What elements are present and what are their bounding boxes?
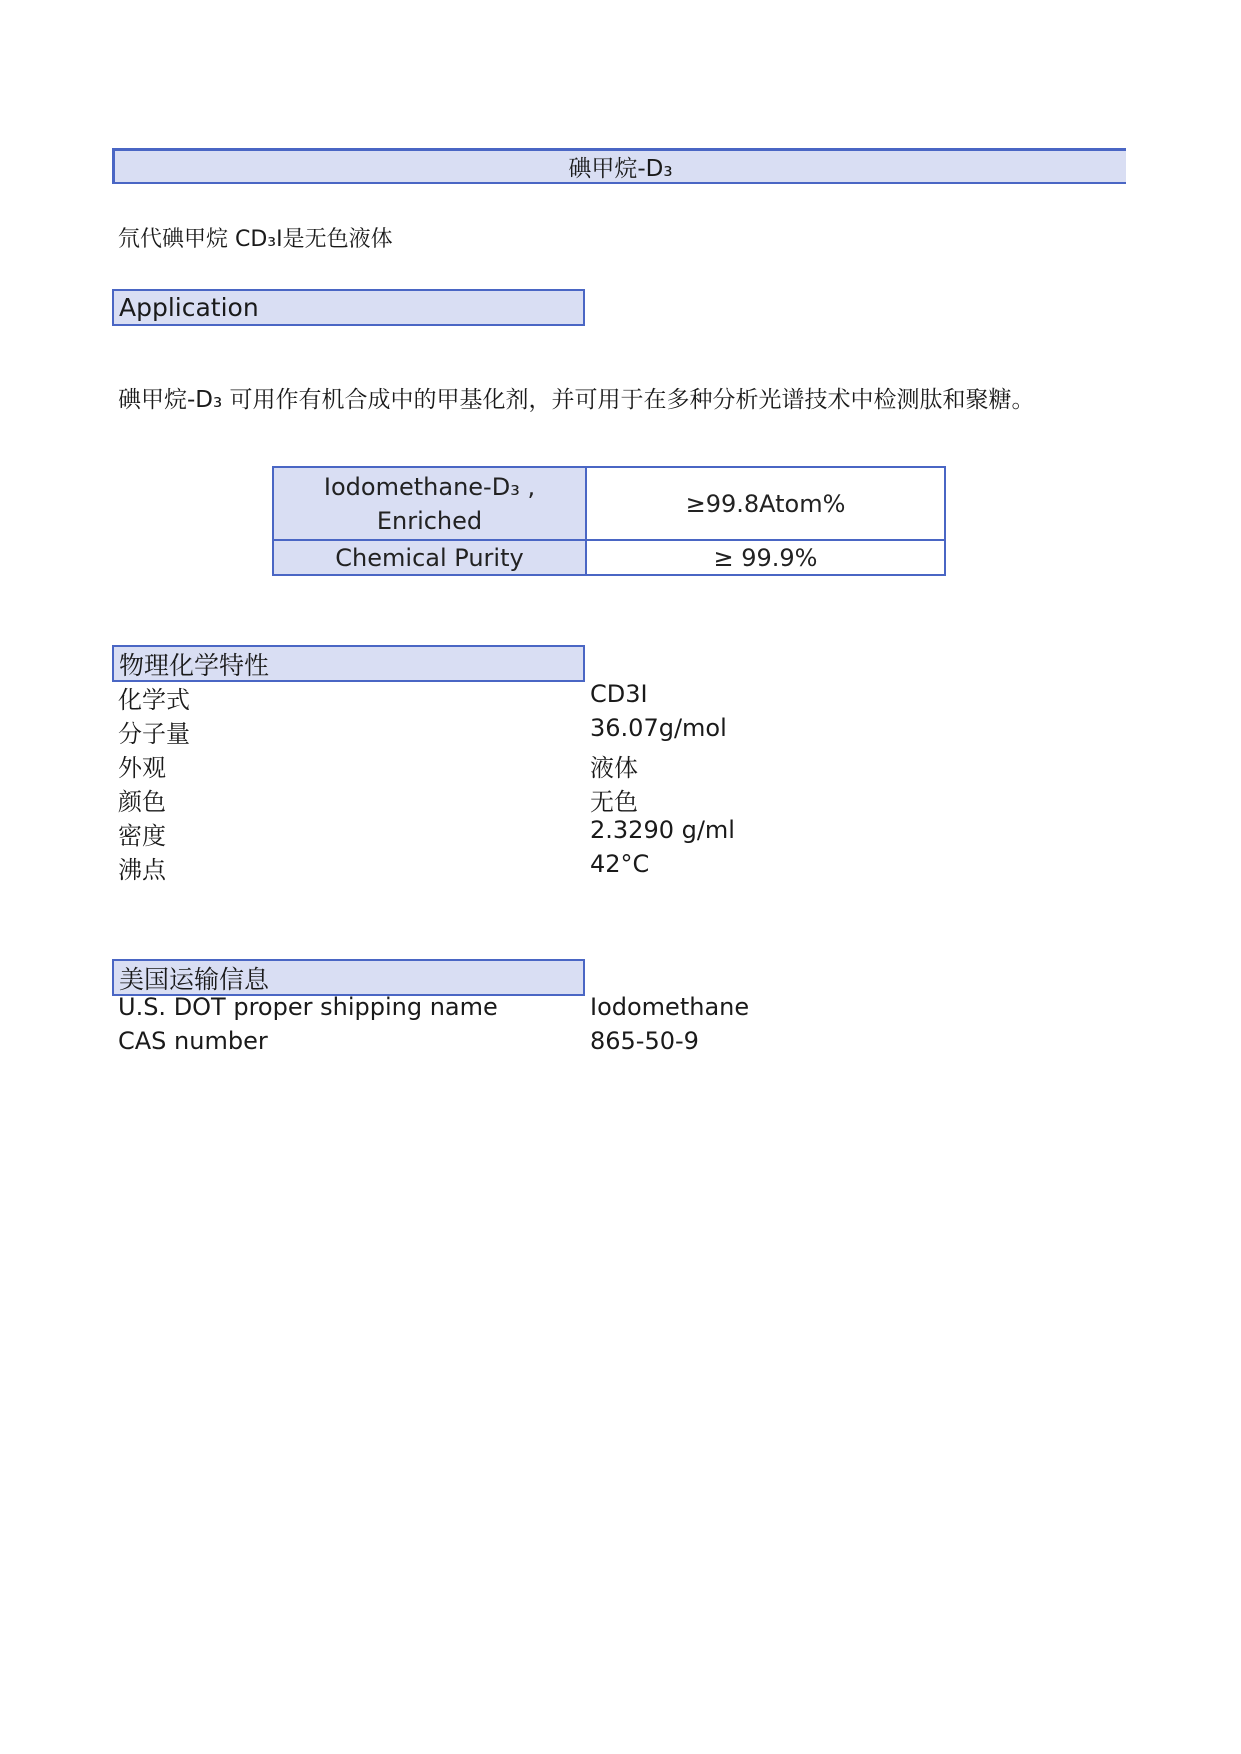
shipping-key: CAS number <box>118 1027 268 1055</box>
physchem-row-density <box>118 816 818 850</box>
document-title: 碘甲烷-D₃ <box>568 156 673 182</box>
shipping-value: 865-50-9 <box>590 1027 699 1055</box>
physchem-key: 分子量 <box>118 720 190 748</box>
physchem-row-appearance <box>118 748 818 782</box>
spec-label-line2: Enriched <box>376 506 483 535</box>
application-heading-label: Application <box>119 293 259 322</box>
spec-value-enriched: ≥99.8Atom% <box>586 467 945 540</box>
spec-label-enriched <box>273 467 586 540</box>
shipping-value: Iodomethane <box>590 993 750 1021</box>
physchem-row-formula <box>118 680 818 714</box>
application-text: 碘甲烷-D₃ 可用作有机合成中的甲基化剂，并可用于在多种分析光谱技术中检测肽和聚糖。 <box>118 387 1035 413</box>
document-title-bar <box>112 148 1126 184</box>
spec-label-purity: Chemical Purity <box>273 540 586 575</box>
table-row <box>273 467 945 540</box>
shipping-row-cas <box>118 1027 818 1061</box>
physchem-value: 无色 <box>590 788 638 816</box>
shipping-heading <box>112 959 585 996</box>
shipping-heading-label: 美国运输信息 <box>119 964 270 994</box>
physchem-heading <box>112 645 585 682</box>
physchem-value: CD3I <box>590 680 648 708</box>
physchem-row-mw <box>118 714 818 748</box>
shipping-row-name <box>118 993 818 1027</box>
spec-label-line1: Iodomethane-D₃ , <box>323 472 536 501</box>
physchem-key: 外观 <box>118 754 166 782</box>
spec-table <box>272 466 946 576</box>
physchem-value: 液体 <box>590 754 638 782</box>
physchem-key: 化学式 <box>118 686 190 714</box>
table-row <box>273 540 945 575</box>
physchem-row-color <box>118 782 818 816</box>
physchem-value: 42°C <box>590 850 650 878</box>
shipping-key: U.S. DOT proper shipping name <box>118 993 498 1021</box>
physchem-value: 36.07g/mol <box>590 714 727 742</box>
physchem-row-boiling-point <box>118 850 818 884</box>
physchem-heading-label: 物理化学特性 <box>119 650 270 680</box>
application-heading <box>112 289 585 326</box>
spec-value-purity: ≥ 99.9% <box>586 540 945 575</box>
intro-text: 氘代碘甲烷 CD₃I是无色液体 <box>118 227 393 252</box>
physchem-value: 2.3290 g/ml <box>590 816 735 844</box>
physchem-key: 密度 <box>118 822 166 850</box>
physchem-key: 颜色 <box>118 788 166 816</box>
physchem-key: 沸点 <box>118 856 166 884</box>
